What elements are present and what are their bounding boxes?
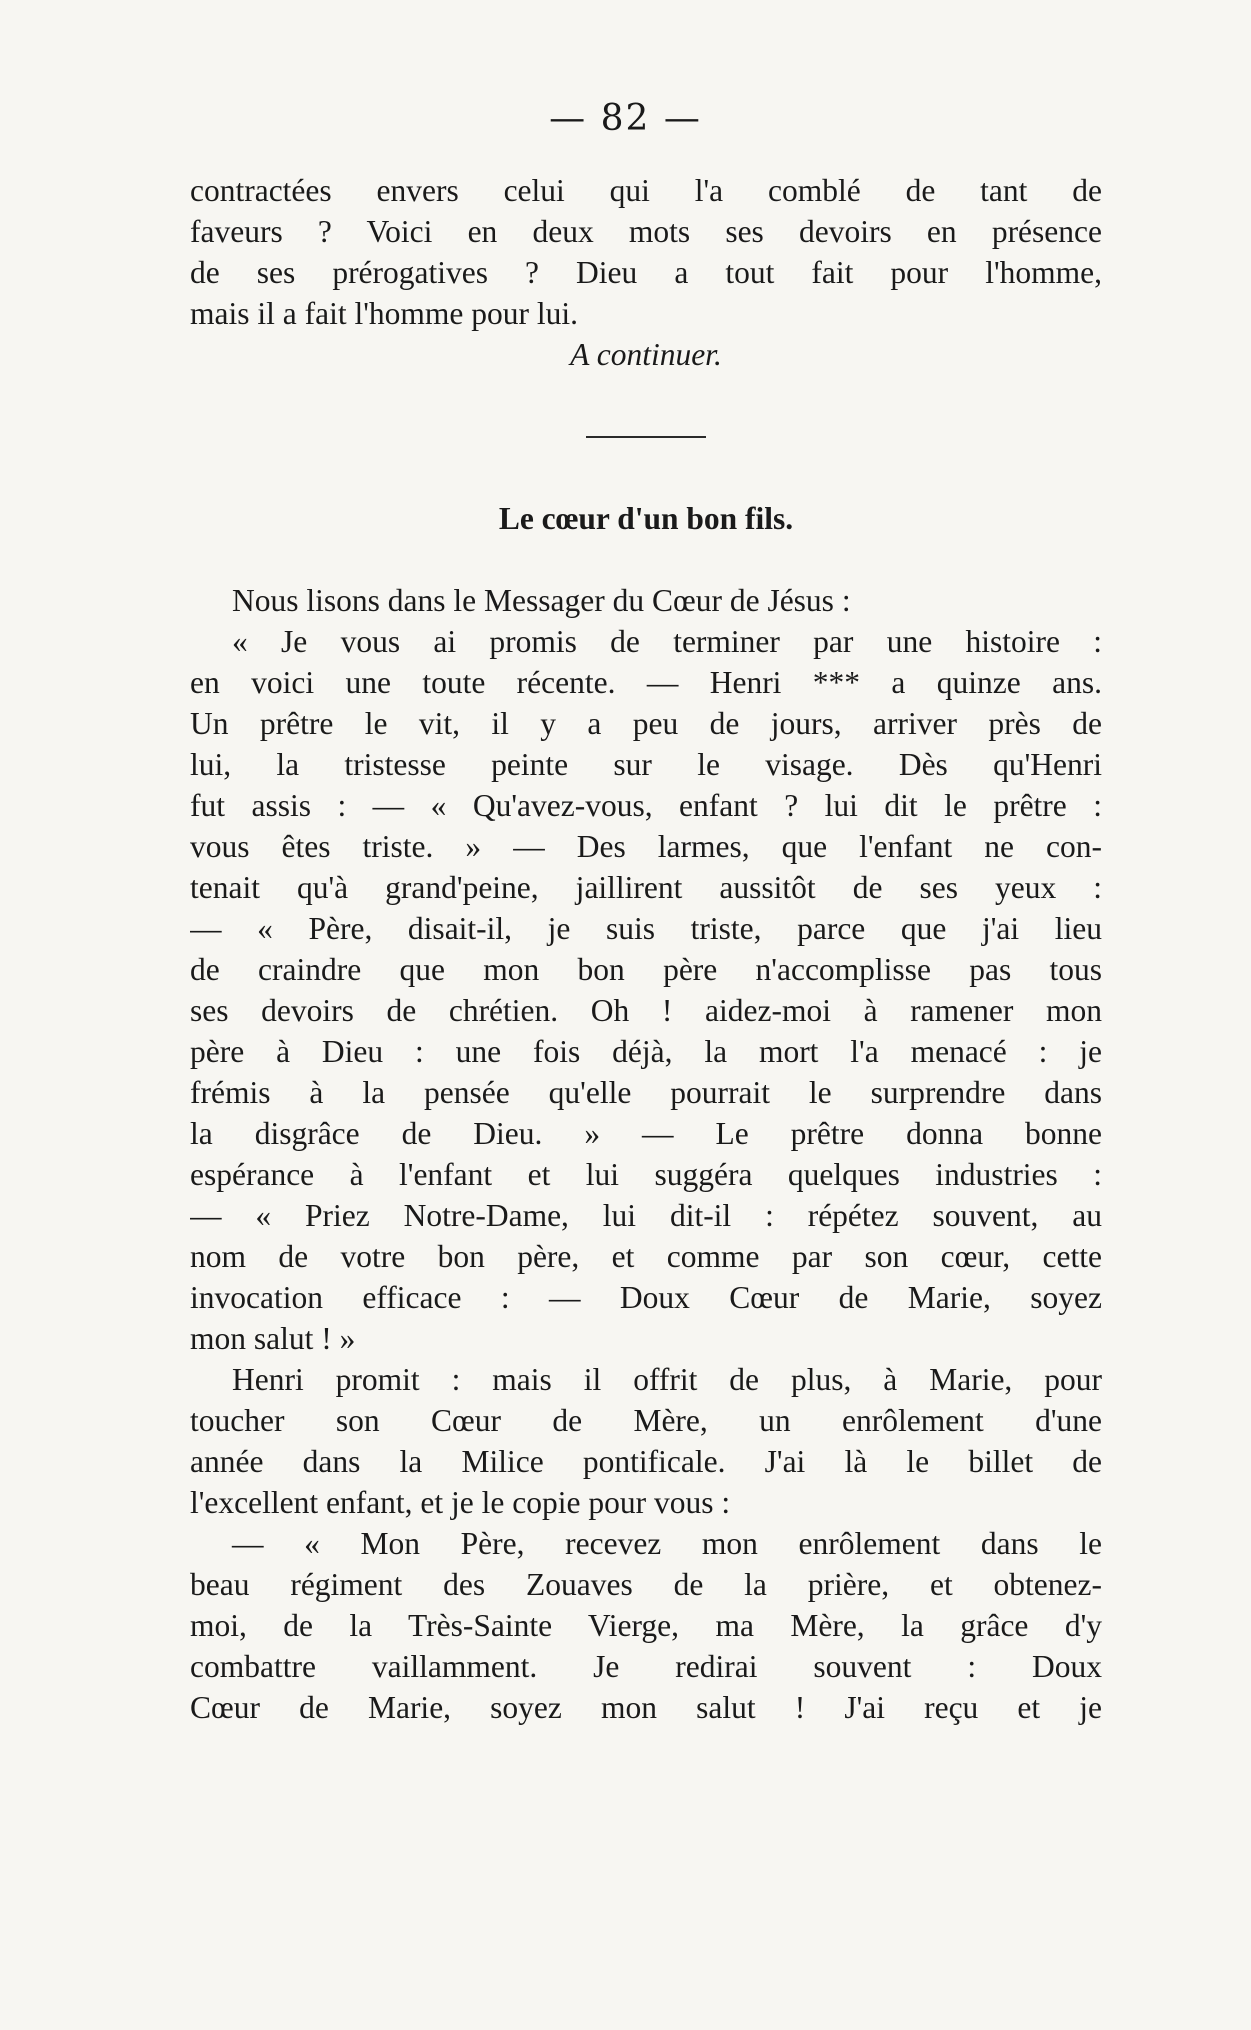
divider-rule bbox=[586, 436, 706, 438]
text-line: — « Mon Père, recevez mon enrôlement dans le bbox=[232, 1526, 1102, 1561]
text-line: lui, la tristesse peinte sur le visage. Dès qu'Henri bbox=[190, 747, 1102, 782]
text-line: mon salut ! » bbox=[190, 1321, 356, 1356]
text-line: de ses prérogatives ? Dieu a tout fait pour l'homme, bbox=[190, 255, 1102, 290]
text-line: la disgrâce de Dieu. » — Le prêtre donna bonne bbox=[190, 1116, 1102, 1151]
text-line: frémis à la pensée qu'elle pourrait le surprendre dans bbox=[190, 1075, 1102, 1110]
text-line: de craindre que mon bon père n'accomplisse pas tous bbox=[190, 952, 1102, 987]
text-line: l'excellent enfant, et je le copie pour vous : bbox=[190, 1485, 731, 1520]
text-line: fut assis : — « Qu'avez-vous, enfant ? lui dit le prêtre : bbox=[190, 788, 1102, 823]
text-line: combattre vaillamment. Je redirai souvent : Doux bbox=[190, 1649, 1102, 1684]
text-line: année dans la Milice pontificale. J'ai là le billet de bbox=[190, 1444, 1102, 1479]
page-number: — 82 — bbox=[549, 98, 702, 139]
text-line: père à Dieu : une fois déjà, la mort l'a menacé : je bbox=[190, 1034, 1102, 1069]
text-line: invocation efficace : — Doux Cœur de Marie, soyez bbox=[190, 1280, 1102, 1315]
text-line: espérance à l'enfant et lui suggéra quelques industries : bbox=[190, 1157, 1102, 1192]
text-line: ses devoirs de chrétien. Oh ! aidez-moi à ramener mon bbox=[190, 993, 1102, 1028]
text-line: contractées envers celui qui l'a comblé de tant de bbox=[190, 173, 1102, 208]
text-line: moi, de la Très-Sainte Vierge, ma Mère, la grâce d'y bbox=[190, 1608, 1102, 1643]
text-line: vous êtes triste. » — Des larmes, que l'enfant ne con- bbox=[190, 829, 1102, 864]
text-line: Henri promit : mais il offrit de plus, à Marie, pour bbox=[232, 1362, 1102, 1397]
continuation-note: A continuer. bbox=[570, 337, 722, 372]
text-line: tenait qu'à grand'peine, jaillirent aussitôt de ses yeux : bbox=[190, 870, 1102, 905]
section-heading: Le cœur d'un bon fils. bbox=[498, 501, 794, 536]
text-line: toucher son Cœur de Mère, un enrôlement d'une bbox=[190, 1403, 1102, 1438]
text-line: mais il a fait l'homme pour lui. bbox=[190, 296, 578, 331]
text-line: — « Priez Notre-Dame, lui dit-il : répétez souvent, au bbox=[190, 1198, 1102, 1233]
spacer bbox=[190, 375, 1102, 416]
text-line: Cœur de Marie, soyez mon salut ! J'ai reçu et je bbox=[190, 1690, 1102, 1725]
text-line: nom de votre bon père, et comme par son cœur, cette bbox=[190, 1239, 1102, 1274]
text-line: — « Père, disait-il, je suis triste, parce que j'ai lieu bbox=[190, 911, 1102, 946]
spacer bbox=[190, 539, 1102, 580]
text-line: faveurs ? Voici en deux mots ses devoirs en présence bbox=[190, 214, 1102, 249]
intro-line: Nous lisons dans le Messager du Cœur de Jésus : bbox=[232, 583, 851, 618]
section-divider bbox=[190, 416, 1102, 457]
text-line: Un prêtre le vit, il y a peu de jours, arriver près de bbox=[190, 706, 1102, 741]
text-line: beau régiment des Zouaves de la prière, et obtenez- bbox=[190, 1567, 1102, 1602]
text-line: « Je vous ai promis de terminer par une histoire : bbox=[232, 624, 1102, 659]
spacer bbox=[190, 457, 1102, 498]
page-text bbox=[190, 170, 1102, 1728]
text-line: en voici une toute récente. — Henri *** a quinze ans. bbox=[190, 665, 1102, 700]
